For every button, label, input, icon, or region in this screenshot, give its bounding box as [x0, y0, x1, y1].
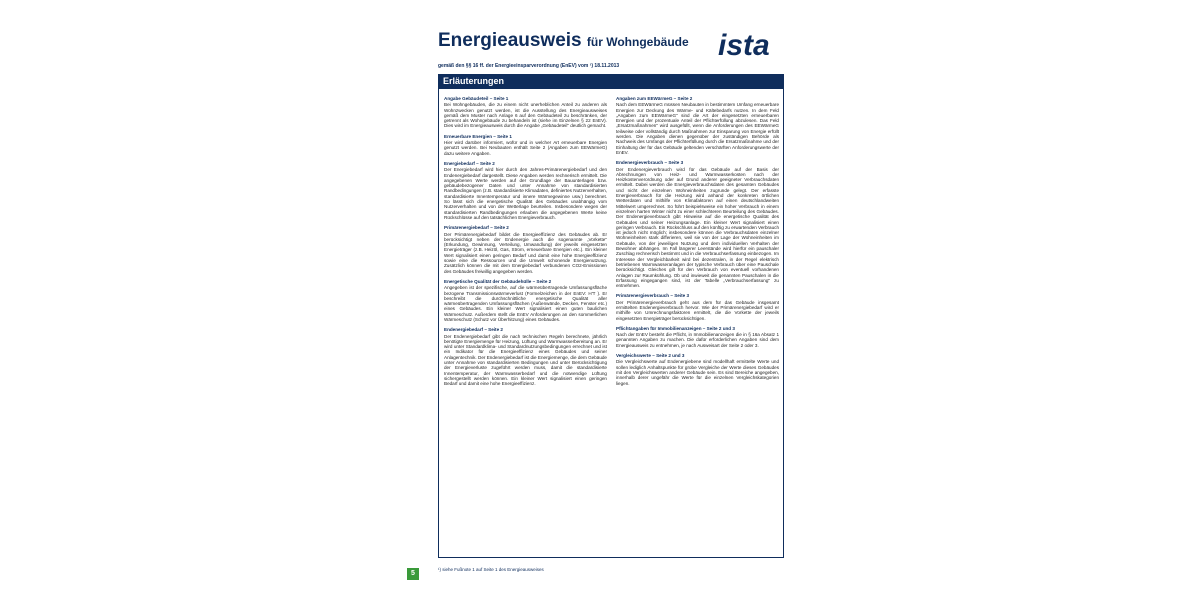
section-title: Vergleichswerte – Seite 2 und 3	[616, 353, 685, 359]
document-title	[438, 30, 689, 52]
section	[616, 293, 779, 320]
section-title: Endenergieverbrauch – Seite 3	[616, 160, 684, 166]
section-title: Endenergiebedarf – Seite 2	[444, 327, 503, 333]
section-text: Der Endenergiebedarf gibt die nach technischen Regeln berechnete, jährlich benötigte Energiemenge für Heizung, Lüftung und Warmwasserbereitung an. Er wird unter Standardklima- und Standardnutzungsbedingungen errechnet und ist ein Indikator für die Energieeffizienz eines Gebäudes und seiner Anlagentechnik. Der Endenergiebedarf ist die Energiemenge, die dem Gebäude unter Annahme von standardisierten Bedingungen und unter Berücksichtigung der Energieverluste zugeführt werden muss, damit die standardisierte Innentemperatur, der Warmwasserbedarf und die notwendige Lüftung sichergestellt werden können. Ein kleiner Wert signalisiert einen geringen Bedarf und damit eine hohe Energieeffizienz.	[444, 333, 607, 387]
section-text: Hier wird darüber informiert, wofür und in welcher Art erneuerbare Energien genutzt werden. Bei Neubauten enthält Seite 2 (Angaben zum EEWärmeG) dazu weitere Angaben.	[444, 140, 607, 156]
section	[444, 134, 607, 156]
section	[444, 225, 607, 274]
section-text: Die Vergleichswerte auf Endenergiebene sind modellhaft ermittelte Werte und sollen lediglich Anhaltspunkte für grobe Vergleiche der Werte dieses Gebäudes mit den Vergleichswerten anderer Gebäude sein. Es sind Bereiche angegeben, innerhalb derer ungefähr die Werte für die einzelnen Vergleichskategorien liegen.	[616, 359, 779, 386]
section-bar: Erläuterungen	[438, 74, 784, 88]
section-text: Angegeben ist der spezifische, auf die wärmeübertragende Umfassungsfläche bezogene Transmissionswärmeverlust (Formelzeichen in der EnEV: H'T ). Er beschreibt die durchschnittliche energetische Qualität aller wärmeübertragenden Umfassungsflächen (Außenwände, Decken, Fenster etc.) eines Gebäudes. Ein kleiner Wert signalisiert einen guten baulichen Wärmeschutz. Außerdem stellt die EnEV Anforderungen an den sommerlichen Wärmeschutz (Schutz vor Überhitzung) eines Gebäudes.	[444, 285, 607, 322]
section-text: Der Primärenergiebedarf bildet die Energieeffizienz des Gebäudes ab. Er berücksichtigt neben der Endenergie auch die sogenannte „Vorkette" (Erkundung, Gewinnung, Verteilung, Umwandlung) der jeweils eingesetzten Energieträger (z.B. Heizöl, Gas, Strom, erneuerbare Energien etc.). Ein kleiner Wert signalisiert einen geringen Bedarf und damit eine hohe Energieeffizienz sowie eine die Ressourcen und die Umwelt schonende Energienutzung. Zusätzlich können die mit dem Energiebedarf verbundenen CO2-Emissionen des Gebäudes freiwillig angegeben werden.	[444, 231, 607, 274]
document-subtitle: gemäß den §§ 16 ff. der Energieeinsparverordnung (EnEV) vom ¹) 18.11.2013	[438, 63, 620, 69]
section-title: Primärenergiebedarf – Seite 2	[444, 225, 509, 231]
document-header	[438, 30, 784, 80]
section-title: Energiebedarf – Seite 2	[444, 160, 495, 166]
section-text: Nach der EnEV besteht die Pflicht, in Immobilienanzeigen die in § 16a Absatz 1 genannten Angaben zu machen. Die dafür erforderlichen Angaben sind dem Energieausweis zu entnehmen, je nach Ausweisart der Seite 2 oder 3.	[616, 332, 779, 348]
ista-logo	[718, 28, 784, 60]
section-text: Bei Wohngebäuden, die zu einem nicht unerheblichen Anteil zu anderen als Wohnzwecken genutzt werden, ist die Ausstellung des Energieausweises gemäß dem Muster nach Anlage 6 auf den Gebäudeteil zu beschränken, der getrennt als Wohngebäude zu behandeln ist (siehe im Einzelnen § 22 EnEV). Dies wird im Energieausweis durch die Angabe „Gebäudeteil" deutlich gemacht.	[444, 102, 607, 129]
logo-text: ista	[718, 29, 770, 60]
explanations-box	[438, 88, 784, 558]
left-column	[444, 96, 607, 392]
section-title: Pflichtangaben für Immobilienanzeigen – Seite 2 und 3	[616, 325, 735, 331]
section	[444, 327, 607, 386]
section-text: Nach dem EEWärmeG müssen Neubauten in bestimmtem Umfang erneuerbare Energien zur Deckung des Wärme- und Kältebedarfs nutzen. In dem Feld „Angaben zum EEWärmeG" sind die Art der eingesetzten erneuerbaren Energien und der prozentuale Anteil der Pflichterfüllung abzulesen. Das Feld „Ersatzmaßnahmen" wird ausgefüllt, wenn die Anforderungen des EEWärmeG teilweise oder vollständig durch Maßnahmen zur Einsparung von Energie erfüllt werden. Die Angaben dienen gegenüber der zuständigen Behörde als Nachweis des Umfangs der Pflichterfüllung durch die Ersatzmaßnahme und der Einhaltung der für das Gebäude geltenden verschärften Anforderungswerte der EnEV.	[616, 102, 779, 155]
title-sub-text: für Wohngebäude	[586, 35, 689, 49]
section	[616, 326, 779, 348]
section-title: Angaben zum EEWärmeG – Seite 2	[616, 96, 693, 101]
section-text: Der Energiebedarf wird hier durch den Jahres-Primärenergiebedarf und den Endenergiebedarf dargestellt. Diese Angaben werden rechnerisch ermittelt. Die angegebenen Werte werden auf der Grundlage der Bauunterlagen bzw. gebäudebezogener Daten und unter Annahme von standardisierten Randbedingungen (z.B. standardisierte Klimadaten, definiertes Nutzerverhalten, standardisierte Innentemperatur und innere Wärmegewinne usw.) berechnet. So lässt sich die energetische Qualität des Gebäudes unabhängig vom Nutzerverhalten und von der Wetterlage beurteilen. Insbesondere wegen der standardisierten Randbedingungen erlauben die angegebenen Werte keine Rückschlüsse auf den tatsächlichen Energieverbrauch.	[444, 167, 607, 220]
section	[616, 96, 779, 155]
section	[444, 279, 607, 322]
document-page	[438, 20, 784, 580]
section	[444, 96, 607, 129]
section-title: Energetische Qualität der Gebäudehülle – Seite 2	[444, 278, 552, 284]
section	[616, 353, 779, 386]
section-text: Der Primärenergieverbrauch geht aus dem für das Gebäude insgesamt ermittelten Endenergieverbrauch hervor. Wie der Primärenergiebedarf wird er mithilfe von Umrechnungsfaktoren ermittelt, die die Vorkette der jeweils eingesetzten Energieträger berücksichtigen.	[616, 299, 779, 321]
section	[616, 160, 779, 288]
right-column	[616, 96, 779, 391]
section	[444, 161, 607, 220]
title-main-text: Energieausweis	[438, 30, 582, 51]
section-title: Angabe Gebäudeteil – Seite 1	[444, 96, 509, 101]
footnote: ¹) siehe Fußnote 1 auf Seite 1 des Energieausweises	[438, 567, 544, 572]
page-number-badge: 5	[407, 568, 419, 580]
section-text: Der Endenergieverbrauch wird für das Gebäude auf der Basis der Abrechnungen von Heiz- und Warmwasserkosten nach der Heizkostenverordnung oder auf Grund anderer geeigneter Verbrauchsdaten ermittelt. Dabei werden die Energieverbrauchsdaten des gesamten Gebäudes und nicht der einzelnen Wohneinheiten zugrunde gelegt. Der erfasste Energieverbrauch für die Heizung wird anhand der konkreten örtlichen Wetterdaten und mithilfe von Klimafaktoren auf einen deutschlandweiten Mittelwert umgerechnet. So führt beispielsweise ein hoher Verbrauch in einem einzelnen harten Winter nicht zu einer schlechteren Beurteilung des Gebäudes. Der Endenergieverbrauch gibt Hinweise auf die energetische Qualität des Gebäudes und seiner Heizungsanlage. Ein kleiner Wert signalisiert einen geringen Verbrauch. Ein Rückschluss auf den künftig zu erwartenden Verbrauch ist jedoch nicht möglich; insbesondere können die Verbrauchsdaten einzelner Wohneinheiten stark differieren, weil sie von der Lage der Wohneinheiten im Gebäude, von der jeweiligen Nutzung und dem individuellen Verhalten der Bewohner abhängen. Im Fall längerer Leerstände wird hierfür ein pauschaler Zuschlag rechnerisch bestimmt und in die Verbrauchserfassung einbezogen. Im Interesse der Vergleichbarkeit wird bei dezentralen, in der Regel elektrisch betriebenen Warmwasseranlagen der typische Verbrauch über eine Pauschale berücksichtigt. Gleiches gilt für den Verbrauch von eventuell vorhandenen Anlagen zur Raumkühlung. Ob und inwieweit die genannten Pauschalen in die Erfassung eingegangen sind, ist der Tabelle „Verbrauchserfassung" zu entnehmen.	[616, 166, 779, 289]
section-title: Erneuerbare Energien – Seite 1	[444, 133, 512, 139]
section-title: Primärenergieverbrauch – Seite 3	[616, 293, 690, 299]
